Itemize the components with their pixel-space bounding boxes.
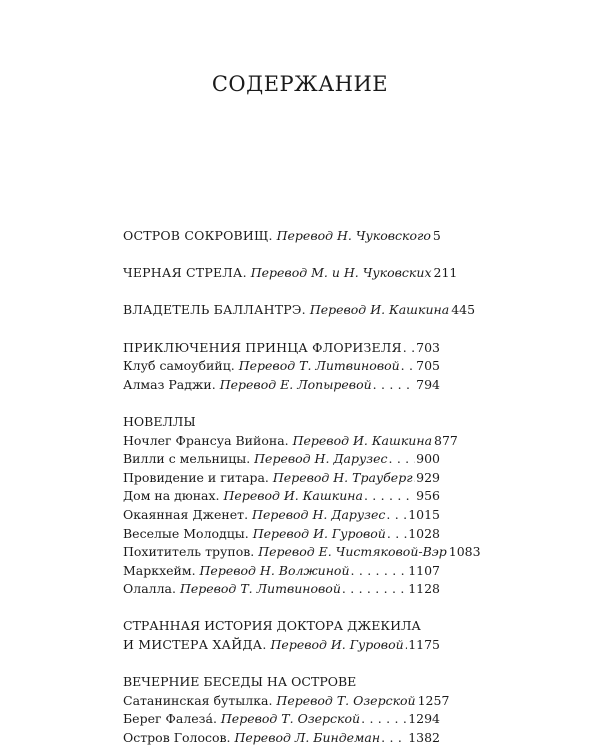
entry-page-number: 1128 <box>408 581 440 597</box>
toc-entry[interactable] <box>123 543 481 562</box>
dot-leader <box>401 357 415 376</box>
entry-translator: Перевод Л. Биндеман <box>234 730 381 746</box>
entry-page-number: 703 <box>416 339 440 355</box>
entry-translator: Перевод И. Кашкина <box>223 488 363 504</box>
entry-translator: Перевод Т. Литвиновой <box>179 581 341 597</box>
dot-leader <box>381 729 407 748</box>
entry-title: Маркхейм. <box>123 562 196 578</box>
entry-title: Провидение и гитара. <box>123 469 269 485</box>
entry-title: Берег Фалеза́. <box>123 711 217 727</box>
entry-page-number: 705 <box>416 358 440 374</box>
toc-entry[interactable] <box>123 729 440 748</box>
toc-section-prince-florizel <box>123 339 440 395</box>
toc-section-treasure-island <box>123 227 440 246</box>
dot-leader <box>351 562 408 581</box>
entry-title: Ночлег Франсуа Вийона. <box>123 432 289 448</box>
dot-leader <box>373 376 416 395</box>
page-title: СОДЕРЖАНИЕ <box>211 72 389 96</box>
dot-leader <box>388 450 415 469</box>
entry-page-number: 1028 <box>408 525 440 541</box>
entry-title: Окаянная Дженет. <box>123 506 249 522</box>
entry-translator: Перевод И. Гуровой <box>270 637 404 653</box>
toc-entry[interactable] <box>123 636 440 655</box>
dot-leader <box>361 710 407 729</box>
entry-page-number: 956 <box>416 488 440 504</box>
entry-title: ВЛАДЕТЕЛЬ БАЛЛАНТРЭ. <box>123 302 306 318</box>
entry-page-number: 794 <box>416 376 440 392</box>
entry-title: Остров Голосов. <box>123 730 231 746</box>
entry-translator: Перевод Т. Литвиновой <box>238 358 400 374</box>
entry-translator: Перевод М. и Н. Чуковских <box>250 265 432 281</box>
toc-entry[interactable] <box>123 710 440 729</box>
entry-page-number: 1294 <box>408 711 440 727</box>
toc-section-island-nights <box>123 673 450 747</box>
toc-entry[interactable] <box>123 339 440 358</box>
entry-page-number: 1107 <box>408 562 440 578</box>
toc-entry[interactable] <box>123 450 440 469</box>
toc-entry[interactable] <box>123 432 458 451</box>
toc-entry[interactable] <box>123 469 440 488</box>
dot-leader <box>386 506 407 525</box>
entry-translator: Перевод Н. Дарузес <box>254 451 388 467</box>
entry-translator: Перевод Н. Чуковского <box>276 228 431 243</box>
entry-translator: Перевод Т. Озерской <box>220 711 361 727</box>
toc-section-master-of-ballantrae <box>123 301 476 320</box>
dot-leader <box>405 636 408 655</box>
entry-title: Олалла. <box>123 581 176 597</box>
entry-translator: Перевод Е. Чистяковой-Вэр <box>258 544 447 560</box>
entry-title: Клуб самоубийц. <box>123 358 235 374</box>
toc-entry[interactable] <box>123 301 476 320</box>
dot-leader <box>364 487 415 506</box>
entry-page-number: 445 <box>451 302 476 318</box>
toc-section-jekyll-hyde <box>123 617 440 654</box>
toc-entry[interactable] <box>123 357 440 376</box>
entry-translator: Перевод И. Кашкина <box>309 302 450 318</box>
entry-title: Веселые Молодцы. <box>123 525 249 541</box>
entry-page-number: 929 <box>416 469 440 485</box>
entry-title: ОСТРОВ СОКРОВИЩ. <box>123 228 273 243</box>
entry-translator: Перевод И. Гуровой <box>252 525 386 541</box>
section-heading: НОВЕЛЛЫ <box>123 413 196 429</box>
entry-title: Вилли с мельницы. <box>123 451 251 467</box>
toc-section-novellas <box>123 413 481 599</box>
entry-title: Сатанинская бутылка. <box>123 692 273 708</box>
entry-page-number: 211 <box>433 265 458 281</box>
entry-page-number: 5 <box>432 228 441 243</box>
entry-translator: Перевод Н. Трауберг <box>272 469 413 485</box>
table-of-contents <box>123 227 481 748</box>
entry-translator: Перевод Т. Озерской <box>276 692 416 708</box>
toc-entry[interactable] <box>123 580 440 599</box>
dot-leader <box>387 525 407 544</box>
toc-entry[interactable] <box>123 562 440 581</box>
entry-title: Алмаз Раджи. <box>123 376 216 392</box>
entry-page-number: 877 <box>434 432 458 448</box>
toc-entry[interactable] <box>123 487 440 506</box>
dot-leader <box>342 580 407 599</box>
entry-title: ПРИКЛЮЧЕНИЯ ПРИНЦА ФЛОРИЗЕЛЯ <box>123 339 402 355</box>
section-heading: СТРАННАЯ ИСТОРИЯ ДОКТОРА ДЖЕКИЛА <box>123 618 421 634</box>
entry-page-number: 1015 <box>408 506 440 522</box>
toc-entry[interactable] <box>123 376 440 395</box>
entry-page-number: 1175 <box>408 637 440 653</box>
toc-entry[interactable] <box>123 264 458 283</box>
entry-page-number: 1382 <box>408 730 440 746</box>
entry-title: Дом на дюнах. <box>123 488 220 504</box>
toc-section-black-arrow <box>123 264 458 283</box>
entry-translator: Перевод И. Кашкина <box>292 432 433 448</box>
toc-entry[interactable] <box>123 692 450 711</box>
toc-entry[interactable] <box>123 525 440 544</box>
entry-title: ЧЕРНАЯ СТРЕЛА. <box>123 265 247 281</box>
dot-leader <box>403 339 415 358</box>
entry-title: И МИСТЕРА ХАЙДА. <box>123 637 267 653</box>
section-heading: ВЕЧЕРНИЕ БЕСЕДЫ НА ОСТРОВЕ <box>123 674 357 690</box>
entry-page-number: 1257 <box>417 692 450 708</box>
toc-entry[interactable] <box>123 227 440 246</box>
toc-entry[interactable] <box>123 506 440 525</box>
entry-title: Похититель трупов. <box>123 544 255 560</box>
dot-leader <box>414 469 416 488</box>
entry-translator: Перевод Е. Лопыревой <box>219 376 372 392</box>
entry-translator: Перевод Н. Волжиной <box>199 562 350 578</box>
entry-page-number: 900 <box>416 451 440 467</box>
entry-page-number: 1083 <box>448 544 481 560</box>
entry-translator: Перевод Н. Дарузес <box>252 506 386 522</box>
